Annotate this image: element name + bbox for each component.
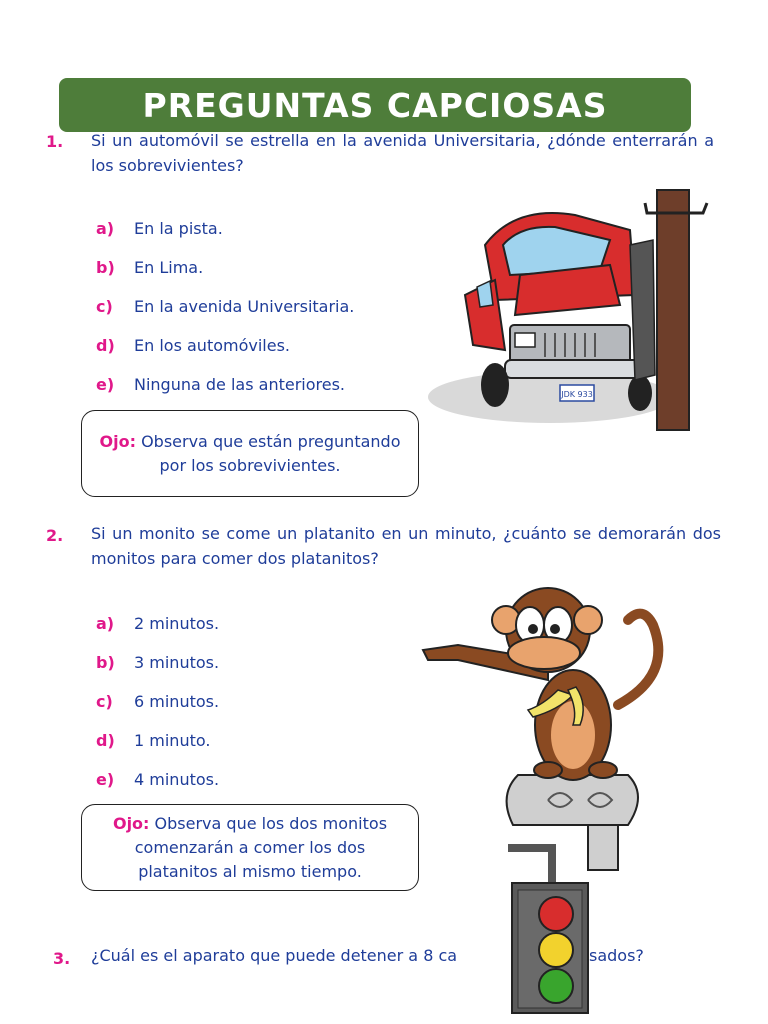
question-1-option-c[interactable]: c) En la avenida Universitaria. xyxy=(96,297,355,316)
question-3-text-tail: sados? xyxy=(589,946,644,965)
traffic-light-icon xyxy=(500,838,595,1018)
crashed-car-icon xyxy=(425,185,715,435)
question-2-option-e[interactable]: e) 4 minutos. xyxy=(96,770,220,789)
hint-label: Ojo: xyxy=(112,813,150,833)
question-2-option-a[interactable]: a) 2 minutos. xyxy=(96,614,220,633)
hint-text: Observa que los dos monitos comenzarán a comer los dos platanitos al mismo tiempo. xyxy=(134,813,388,881)
license-plate: JDK 933 xyxy=(561,390,593,399)
question-1-option-a[interactable]: a) En la pista. xyxy=(96,219,223,238)
pointing-monkey-icon xyxy=(398,585,673,875)
question-1-option-d[interactable]: d) En los automóviles. xyxy=(96,336,290,355)
question-2-option-d[interactable]: d) 1 minuto. xyxy=(96,731,211,750)
question-2-text: Si un monito se come un platanito en un minuto, ¿cuánto se demorarán dos monitos para comer dos platanitos? xyxy=(91,524,721,568)
question-2-option-c[interactable]: c) 6 minutos. xyxy=(96,692,220,711)
question-1-option-e[interactable]: e) Ninguna de las anteriores. xyxy=(96,375,346,394)
question-1-number: 1. xyxy=(46,132,64,151)
question-1-option-b[interactable]: b) En Lima. xyxy=(96,258,204,277)
title-banner xyxy=(59,78,691,132)
question-2-number: 2. xyxy=(46,526,64,545)
page-title: PREGUNTAS CAPCIOSAS xyxy=(142,85,608,125)
hint-label: Ojo: xyxy=(99,431,136,451)
question-3-text: ¿Cuál es el aparato que puede detener a 8 ca xyxy=(91,946,458,965)
question-3-number: 3. xyxy=(53,949,71,968)
question-1-text: Si un automóvil se estrella en la avenida Universitaria, ¿dónde enterrarán a los sobrevivientes? xyxy=(91,131,714,175)
question-2-option-b[interactable]: b) 3 minutos. xyxy=(96,653,220,672)
question-1-hint-box xyxy=(81,410,419,497)
question-2-hint-box xyxy=(81,804,419,891)
hint-text: Observa que están preguntando por los sobrevivientes. xyxy=(141,431,401,475)
